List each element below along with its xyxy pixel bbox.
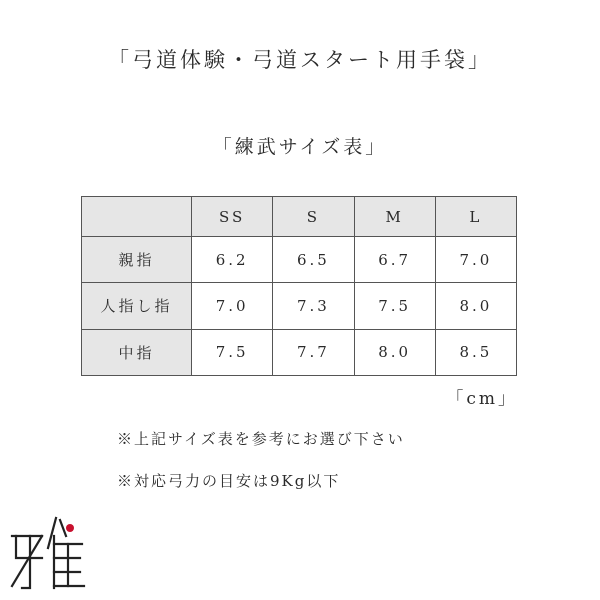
table-cell: 7.5 <box>354 283 435 329</box>
size-table <box>81 196 517 376</box>
table-header-empty <box>82 197 192 237</box>
table-cell: 8.5 <box>435 329 516 375</box>
table-row <box>82 283 517 329</box>
table-row <box>82 329 517 375</box>
table-cell: 8.0 <box>435 283 516 329</box>
table-cell: 6.5 <box>273 237 354 283</box>
table-cell: 7.0 <box>192 283 273 329</box>
table-cell: 6.2 <box>192 237 273 283</box>
table-cell: 7.3 <box>273 283 354 329</box>
row-label-index-finger: 人指し指 <box>82 283 192 329</box>
note-bow-strength: ※対応弓力の目安は9Kg以下 <box>117 472 341 490</box>
unit-label: 「cm」 <box>446 389 518 409</box>
table-header-ss: SS <box>192 197 273 237</box>
table-header-l: L <box>435 197 516 237</box>
page-title: 「弓道体験・弓道スタート用手袋」 <box>108 48 492 72</box>
logo-graphic <box>8 514 86 592</box>
table-header-s: S <box>273 197 354 237</box>
note-size-guide: ※上記サイズ表を参考にお選び下さい <box>117 430 405 448</box>
table-cell: 7.0 <box>435 237 516 283</box>
table-header-m: M <box>354 197 435 237</box>
table-cell: 8.0 <box>354 329 435 375</box>
row-label-middle-finger: 中指 <box>82 329 192 375</box>
size-chart-title: 「練武サイズ表」 <box>212 136 388 158</box>
table-cell: 7.7 <box>273 329 354 375</box>
miyabi-logo-icon <box>8 514 86 592</box>
table-cell: 6.7 <box>354 237 435 283</box>
table-header-row <box>82 197 517 237</box>
row-label-thumb: 親指 <box>82 237 192 283</box>
table-row <box>82 237 517 283</box>
table-cell: 7.5 <box>192 329 273 375</box>
